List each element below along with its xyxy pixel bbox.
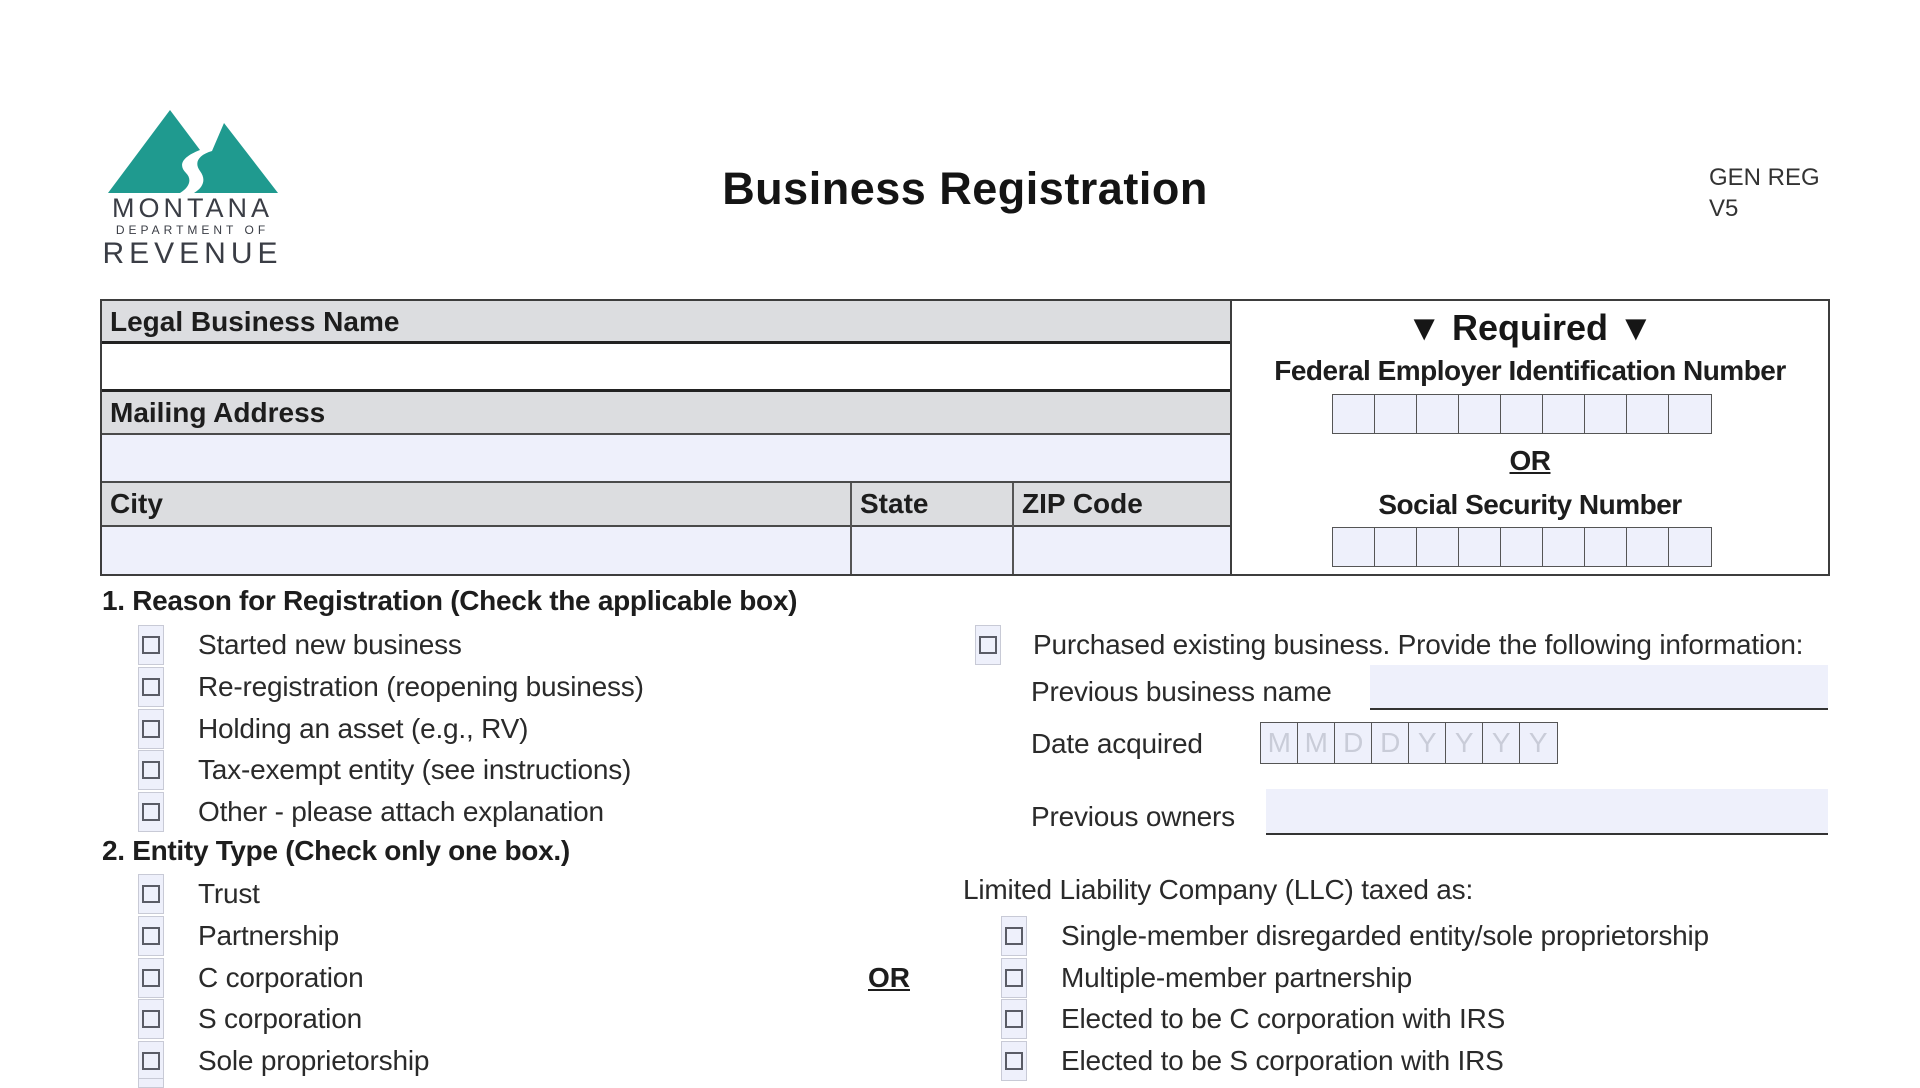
city-label: City bbox=[102, 483, 850, 525]
checkbox[interactable] bbox=[138, 750, 164, 790]
checkbox-square-icon bbox=[142, 678, 160, 696]
checkbox[interactable] bbox=[975, 625, 1001, 665]
checkbox[interactable] bbox=[138, 999, 164, 1039]
business-info-table bbox=[100, 299, 1230, 576]
checkbox-label: Started new business bbox=[198, 629, 462, 660]
checkbox[interactable] bbox=[1001, 958, 1027, 998]
checkbox-square-icon bbox=[142, 720, 160, 738]
ssn-digit-2[interactable] bbox=[1374, 527, 1418, 567]
checkbox-square-icon bbox=[142, 927, 160, 945]
montana-dor-logo bbox=[100, 105, 285, 270]
state-label: State bbox=[852, 483, 1012, 525]
mountain-logo-icon bbox=[100, 105, 285, 195]
legal-business-name-input[interactable] bbox=[102, 344, 1230, 390]
checkbox-square-icon bbox=[1005, 1010, 1023, 1028]
checkbox-label: Partnership bbox=[198, 920, 339, 951]
ssn-digit-6[interactable] bbox=[1542, 527, 1586, 567]
llc-s-corporation[interactable] bbox=[1001, 1040, 1504, 1082]
previous-business-name-label: Previous business name bbox=[1031, 676, 1332, 707]
checkbox[interactable] bbox=[138, 916, 164, 956]
reason-purchased-existing-business[interactable] bbox=[975, 624, 1803, 666]
reason-re-registration[interactable] bbox=[138, 666, 644, 708]
checkbox[interactable] bbox=[138, 792, 164, 832]
date-month-digit-2[interactable]: M bbox=[1297, 722, 1336, 764]
checkbox[interactable] bbox=[138, 625, 164, 665]
ssn-digit-4[interactable] bbox=[1458, 527, 1502, 567]
checkbox-label: Holding an asset (e.g., RV) bbox=[198, 713, 529, 744]
city-input[interactable] bbox=[102, 527, 850, 574]
divider bbox=[1012, 483, 1014, 574]
reason-other[interactable] bbox=[138, 791, 604, 833]
checkbox-square-icon bbox=[142, 1010, 160, 1028]
fein-digit-1[interactable] bbox=[1332, 394, 1376, 434]
checkbox-label: Other - please attach explanation bbox=[198, 796, 604, 827]
llc-heading: Limited Liability Company (LLC) taxed as: bbox=[963, 874, 1474, 905]
ssn-digit-5[interactable] bbox=[1500, 527, 1544, 567]
fein-digit-9[interactable] bbox=[1668, 394, 1712, 434]
zip-code-label: ZIP Code bbox=[1014, 483, 1230, 525]
date-year-digit-2[interactable]: Y bbox=[1445, 722, 1484, 764]
checkbox-label: Purchased existing business. Provide the following information: bbox=[1033, 629, 1804, 660]
checkbox[interactable] bbox=[138, 958, 164, 998]
date-day-digit-1[interactable]: D bbox=[1334, 722, 1373, 764]
checkbox-label: Elected to be S corporation with IRS bbox=[1061, 1045, 1504, 1076]
checkbox-label: S corporation bbox=[198, 1003, 362, 1034]
checkbox-square-icon bbox=[142, 1052, 160, 1070]
fein-digit-4[interactable] bbox=[1458, 394, 1502, 434]
checkbox-label: Elected to be C corporation with IRS bbox=[1061, 1003, 1506, 1034]
ssn-digit-1[interactable] bbox=[1332, 527, 1376, 567]
ssn-digit-3[interactable] bbox=[1416, 527, 1460, 567]
previous-business-name-input[interactable] bbox=[1370, 665, 1828, 710]
checkbox-square-icon bbox=[1005, 969, 1023, 987]
fein-digit-6[interactable] bbox=[1542, 394, 1586, 434]
entity-or-label: OR bbox=[868, 962, 910, 993]
checkbox-square-icon bbox=[1005, 1052, 1023, 1070]
reason-tax-exempt[interactable] bbox=[138, 749, 631, 791]
checkbox-square-icon bbox=[142, 803, 160, 821]
logo-revenue-text: REVENUE bbox=[102, 237, 283, 270]
ssn-digit-7[interactable] bbox=[1584, 527, 1628, 567]
required-id-box bbox=[1230, 299, 1830, 576]
checkbox-square-icon bbox=[142, 636, 160, 654]
llc-multiple-member[interactable] bbox=[1001, 957, 1412, 999]
checkbox-label: Multiple-member partnership bbox=[1061, 962, 1412, 993]
fein-digit-8[interactable] bbox=[1626, 394, 1670, 434]
legal-business-name-label: Legal Business Name bbox=[102, 301, 1230, 342]
checkbox-square-icon bbox=[142, 969, 160, 987]
checkbox-square-icon bbox=[979, 636, 997, 654]
ssn-digit-8[interactable] bbox=[1626, 527, 1670, 567]
checkbox-label: Tax-exempt entity (see instructions) bbox=[198, 754, 632, 785]
fein-digit-7[interactable] bbox=[1584, 394, 1628, 434]
fein-input-group bbox=[1332, 394, 1712, 434]
zip-code-input[interactable] bbox=[1014, 527, 1230, 574]
mailing-address-label: Mailing Address bbox=[102, 392, 1230, 434]
form-code-line1: GEN REG bbox=[1709, 164, 1820, 191]
reason-holding-asset[interactable] bbox=[138, 708, 528, 750]
reason-started-new-business[interactable] bbox=[138, 624, 462, 666]
fein-digit-3[interactable] bbox=[1416, 394, 1460, 434]
checkbox-label: Single-member disregarded entity/sole proprietorship bbox=[1061, 920, 1709, 951]
entity-c-corporation[interactable] bbox=[138, 957, 363, 999]
state-input[interactable] bbox=[852, 527, 1012, 574]
date-month-digit-1[interactable]: M bbox=[1260, 722, 1299, 764]
form-code bbox=[1709, 162, 1820, 224]
section2-heading: 2. Entity Type (Check only one box.) bbox=[102, 835, 570, 866]
date-acquired-label: Date acquired bbox=[1031, 728, 1203, 759]
entity-s-corporation[interactable] bbox=[138, 998, 362, 1040]
entity-partnership[interactable] bbox=[138, 915, 339, 957]
checkbox-label: Sole proprietorship bbox=[198, 1045, 430, 1076]
logo-montana-text: MONTANA bbox=[112, 193, 273, 223]
date-acquired-input[interactable] bbox=[1260, 722, 1558, 764]
or-label: OR bbox=[1509, 445, 1551, 476]
previous-owners-label: Previous owners bbox=[1031, 801, 1235, 832]
checkbox-label: C corporation bbox=[198, 962, 364, 993]
ssn-label: Social Security Number bbox=[1378, 489, 1682, 520]
divider bbox=[850, 483, 852, 574]
page-title: Business Registration bbox=[722, 163, 1208, 214]
checkbox-label: Re-registration (reopening business) bbox=[198, 671, 644, 702]
checkbox[interactable] bbox=[1001, 1041, 1027, 1081]
date-year-digit-4[interactable]: Y bbox=[1519, 722, 1558, 764]
ssn-input-group bbox=[1332, 527, 1712, 567]
checkbox[interactable] bbox=[1001, 999, 1027, 1039]
checkbox[interactable] bbox=[138, 874, 164, 914]
ssn-digit-9[interactable] bbox=[1668, 527, 1712, 567]
fein-digit-5[interactable] bbox=[1500, 394, 1544, 434]
required-heading: ▼ Required ▼ bbox=[1406, 307, 1654, 348]
fein-label: Federal Employer Identification Number bbox=[1274, 355, 1786, 386]
checkbox[interactable] bbox=[138, 709, 164, 749]
mailing-address-input[interactable] bbox=[102, 435, 1230, 481]
date-day-digit-2[interactable]: D bbox=[1371, 722, 1410, 764]
entity-sole-proprietorship[interactable] bbox=[138, 1040, 429, 1082]
entity-trust[interactable] bbox=[138, 873, 260, 915]
checkbox-square-icon bbox=[142, 761, 160, 779]
checkbox[interactable] bbox=[138, 1041, 164, 1081]
checkbox-label: Trust bbox=[198, 878, 260, 909]
checkbox[interactable] bbox=[1001, 916, 1027, 956]
section1-heading: 1. Reason for Registration (Check the applicable box) bbox=[102, 585, 798, 616]
llc-c-corporation[interactable] bbox=[1001, 998, 1505, 1040]
previous-owners-input[interactable] bbox=[1266, 789, 1828, 835]
checkbox[interactable] bbox=[138, 667, 164, 707]
form-code-line2: V5 bbox=[1709, 195, 1739, 222]
date-year-digit-3[interactable]: Y bbox=[1482, 722, 1521, 764]
llc-single-member[interactable] bbox=[1001, 915, 1709, 957]
fein-digit-2[interactable] bbox=[1374, 394, 1418, 434]
checkbox-square-icon bbox=[1005, 927, 1023, 945]
checkbox-square-icon bbox=[142, 885, 160, 903]
date-year-digit-1[interactable]: Y bbox=[1408, 722, 1447, 764]
logo-department-text: DEPARTMENT OF bbox=[115, 223, 270, 237]
